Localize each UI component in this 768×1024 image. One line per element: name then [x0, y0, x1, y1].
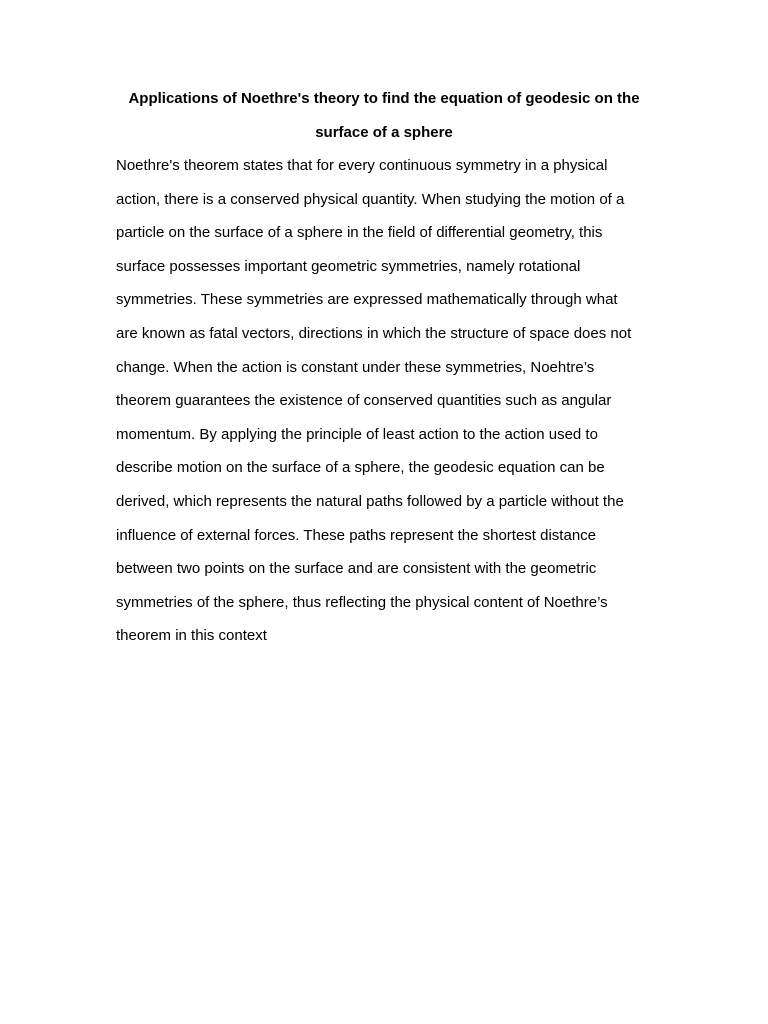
body-line: change. When the action is constant under these symmetries, Noehtre’s — [116, 358, 595, 376]
body-line: influence of external forces. These paths represent the shortest distance — [116, 526, 596, 544]
body-line: action, there is a conserved physical quantity. When studying the motion of a — [116, 190, 625, 208]
body-line: theorem guarantees the existence of conserved quantities such as angular — [116, 392, 612, 410]
body-paragraph — [116, 149, 656, 653]
body-line: derived, which represents the natural paths followed by a particle without the — [116, 492, 624, 510]
body-line: Noethre's theorem states that for every continuous symmetry in a physical — [116, 157, 608, 174]
body-line: symmetries. These symmetries are expressed mathematically through what — [116, 291, 618, 309]
body-line: are known as fatal vectors, directions in which the structure of space does not — [116, 324, 632, 342]
body-line: particle on the surface of a sphere in the field of differential geometry, this — [116, 224, 603, 242]
body-line: between two points on the surface and are consistent with the geometric — [116, 560, 597, 578]
body-line: describe motion on the surface of a sphere, the geodesic equation can be — [116, 459, 605, 477]
body-line: momentum. By applying the principle of least action to the action used to — [116, 425, 598, 443]
title-line: surface of a sphere — [315, 123, 453, 141]
body-line: symmetries of the sphere, thus reflecting the physical content of Noethre’s — [116, 593, 608, 611]
title-line: Applications of Noethre's theory to find the equation of geodesic on the — [128, 90, 640, 107]
document-title — [116, 82, 652, 149]
body-line: surface possesses important geometric symmetries, namely rotational — [116, 257, 581, 275]
body-line: theorem in this context — [116, 627, 267, 645]
